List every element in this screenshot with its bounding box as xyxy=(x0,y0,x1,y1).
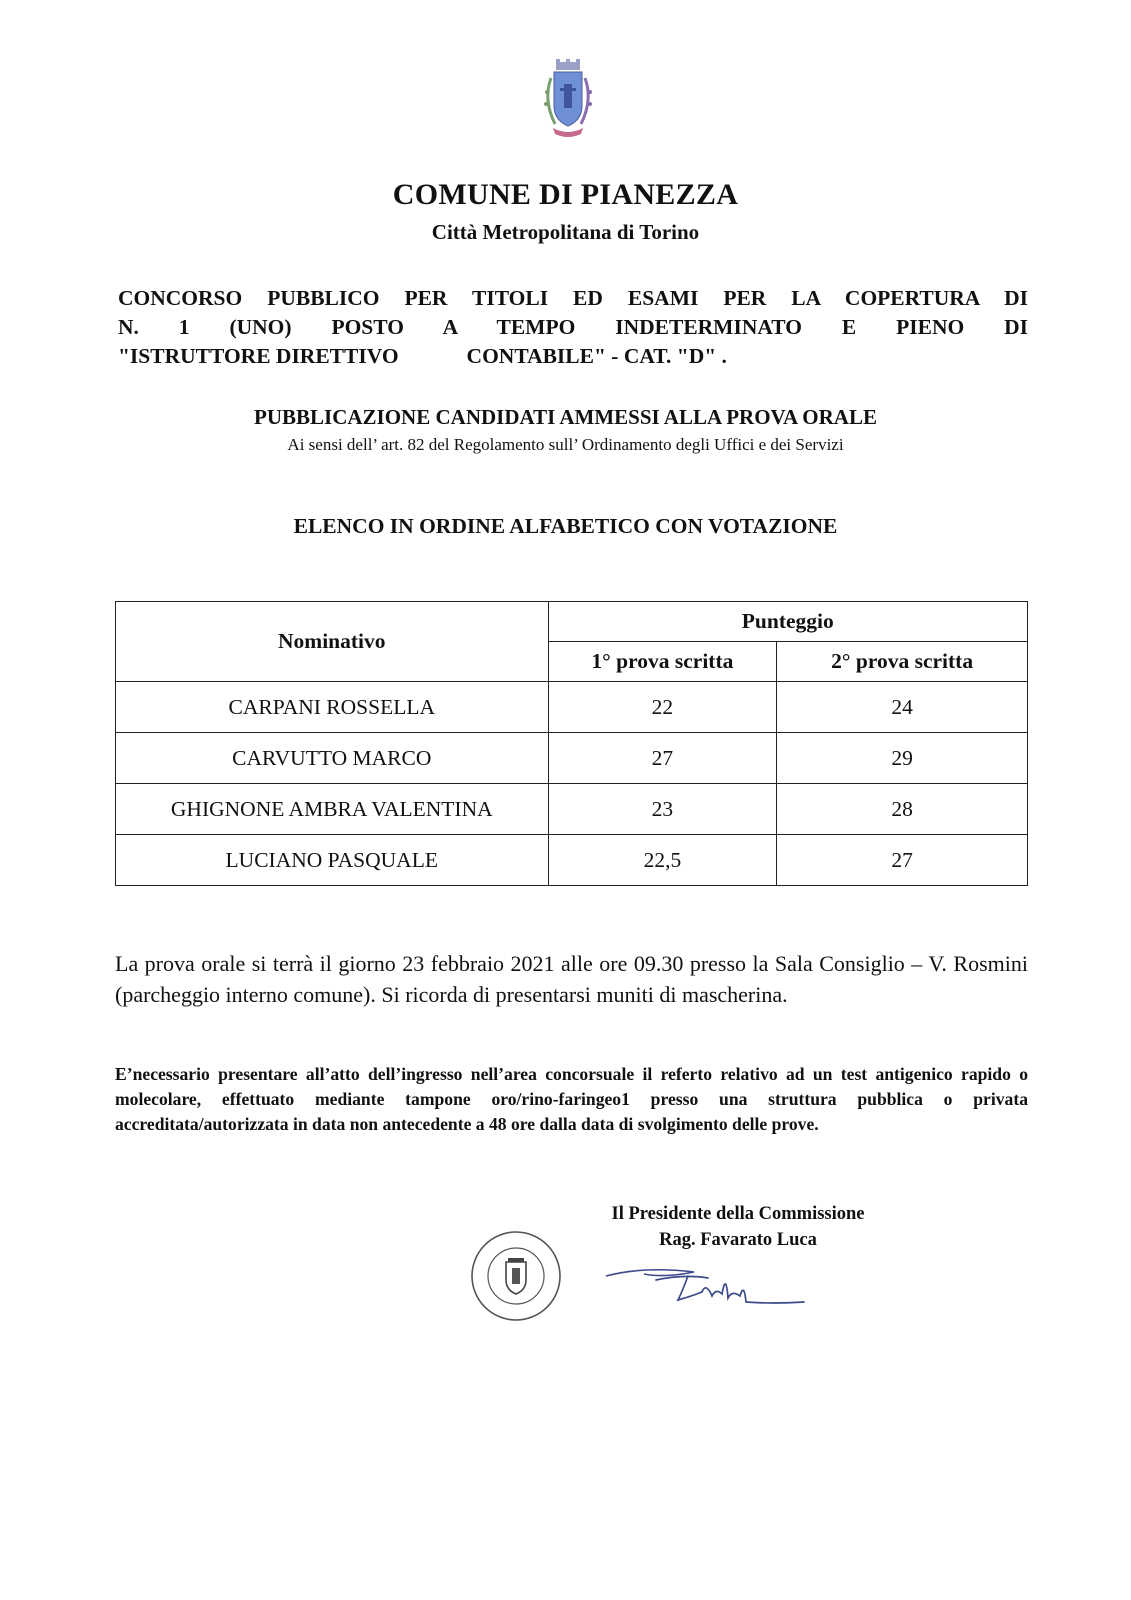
handwritten-signature-icon xyxy=(604,1252,824,1312)
pubblicazione-subtitle: Ai sensi dell’ art. 82 del Regolamento sull’ Ordinamento degli Uffici e dei Servizi xyxy=(287,435,844,454)
concorso-line-3 xyxy=(118,342,1028,371)
table-row xyxy=(116,835,1028,886)
signature-block xyxy=(560,1201,916,1253)
score-prova-2: 29 xyxy=(777,733,1028,784)
header-prova-1: 1° prova scritta xyxy=(548,642,777,682)
table-row xyxy=(116,733,1028,784)
scores-table xyxy=(115,601,1028,886)
header-prova-2: 2° prova scritta xyxy=(777,642,1028,682)
header-nominativo: Nominativo xyxy=(116,602,549,682)
table-row xyxy=(116,784,1028,835)
score-prova-1: 27 xyxy=(548,733,777,784)
candidate-name: CARPANI ROSSELLA xyxy=(116,682,549,733)
concorso-heading xyxy=(118,284,1028,371)
municipal-stamp-icon xyxy=(468,1228,564,1324)
candidate-name: CARVUTTO MARCO xyxy=(116,733,549,784)
pubblicazione-title: PUBBLICAZIONE CANDIDATI AMMESSI ALLA PROVA ORALE xyxy=(254,405,877,429)
score-prova-1: 23 xyxy=(548,784,777,835)
concorso-line-1: CONCORSO PUBBLICO PER TITOLI ED ESAMI PER LA COPERTURA DI xyxy=(118,286,1028,310)
header-punteggio: Punteggio xyxy=(548,602,1027,642)
avviso-paragraph: E’necessario presentare all’atto dell’ingresso nell’area concorsuale il referto relativo ad un test antigenico rapido o molecolare, effettuato mediante tampone oro/rino-faringeo1 presso una struttura pubblica o privata accreditata/autorizzata in data non antecedente a 48 ore dalla data di svolgimento delle prove. xyxy=(115,1064,1028,1134)
citta-subtitle: Città Metropolitana di Torino xyxy=(431,220,700,244)
table-row xyxy=(116,682,1028,733)
candidate-name: LUCIANO PASQUALE xyxy=(116,835,549,886)
score-prova-2: 24 xyxy=(777,682,1028,733)
prova-orale-paragraph: La prova orale si terrà il giorno 23 febbraio 2021 alle ore 09.30 presso la Sala Consiglio – V. Rosmini (parcheggio interno comune). Si ricorda di presentarsi muniti di mascherina. xyxy=(115,951,1028,1007)
comune-title: COMUNE DI PIANEZZA xyxy=(392,178,739,211)
concorso-line-3a: "ISTRUTTORE DIRETTIVO xyxy=(118,344,399,368)
signatory-name: Rag. Favarato Luca xyxy=(659,1230,817,1250)
signatory-role: Il Presidente della Commissione xyxy=(611,1204,865,1224)
elenco-title: ELENCO IN ORDINE ALFABETICO CON VOTAZIONE xyxy=(293,514,838,538)
candidate-name: GHIGNONE AMBRA VALENTINA xyxy=(116,784,549,835)
concorso-line-2: N. 1 (UNO) POSTO A TEMPO INDETERMINATO E PIENO DI xyxy=(118,315,1028,339)
concorso-line-3b: CONTABILE" - CAT. "D" . xyxy=(466,344,727,368)
score-prova-1: 22 xyxy=(548,682,777,733)
score-prova-1: 22,5 xyxy=(548,835,777,886)
coat-of-arms-icon xyxy=(537,58,599,144)
score-prova-2: 27 xyxy=(777,835,1028,886)
score-prova-2: 28 xyxy=(777,784,1028,835)
